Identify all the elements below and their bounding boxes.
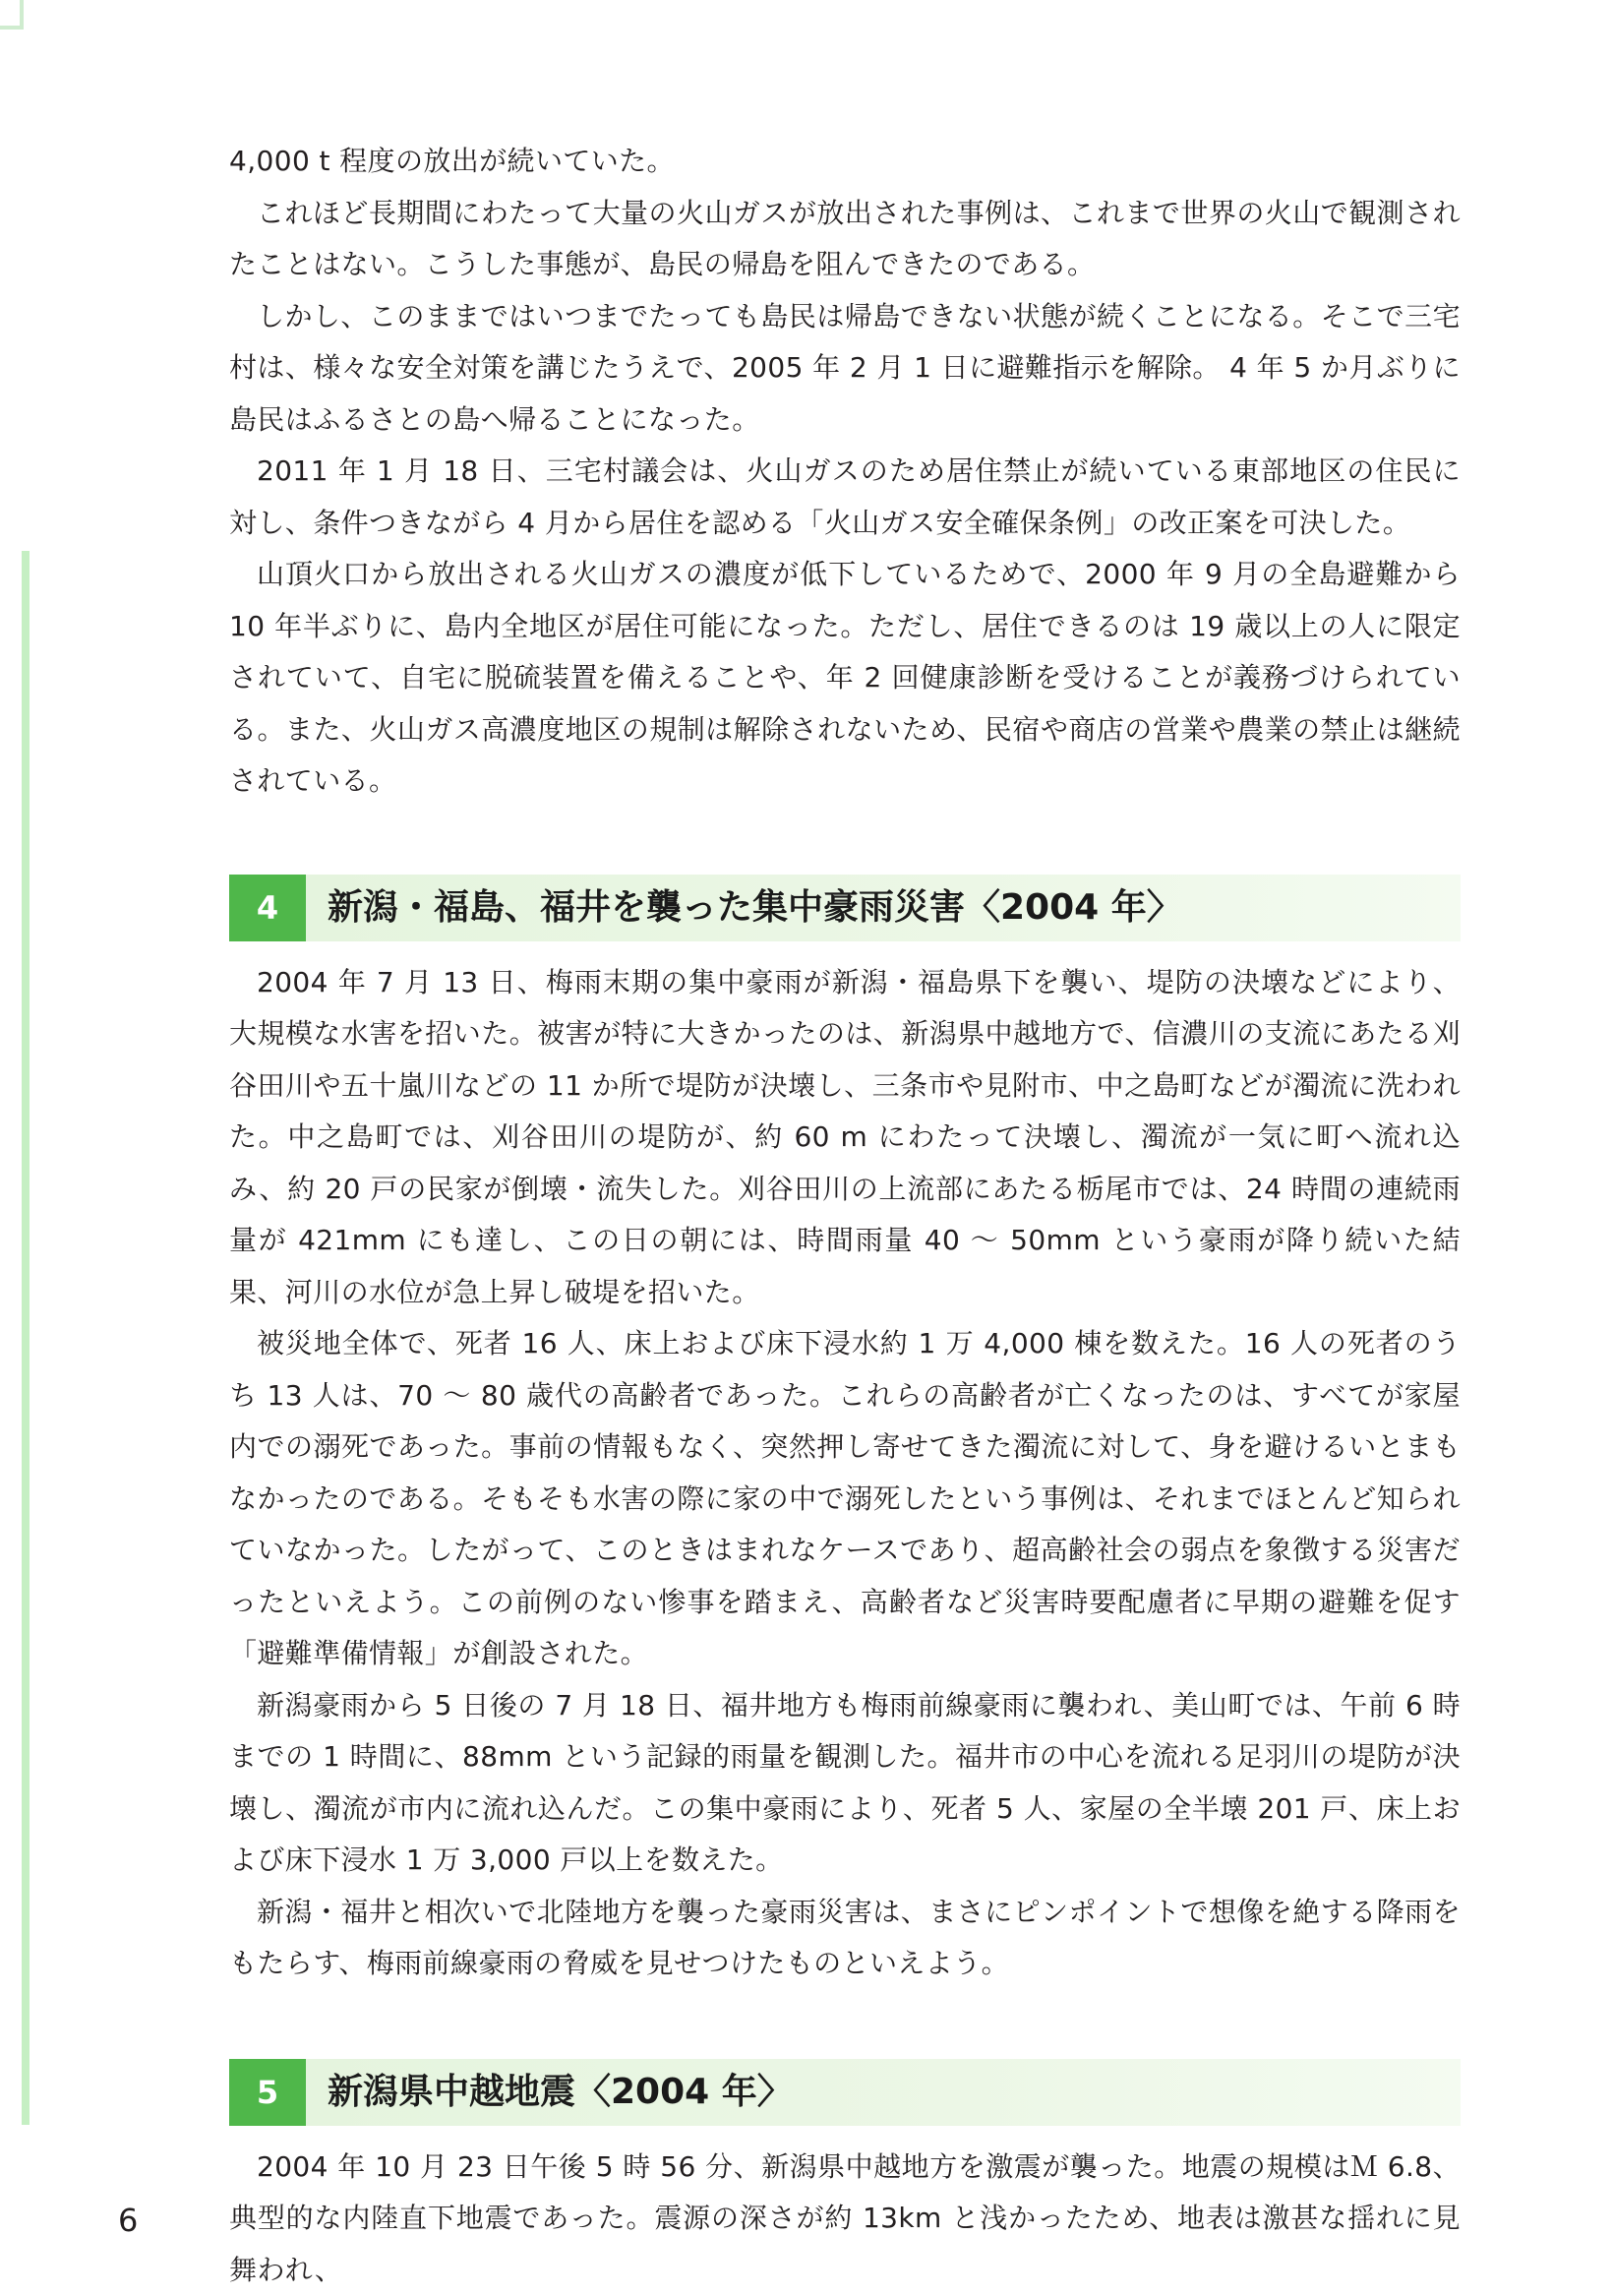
section-4-paragraph-4: 新潟・福井と相次いで北陸地方を襲った豪雨災害は、まさにピンポイントで想像を絶する降雨をもたらす、梅雨前線豪雨の脅威を見せつけたものといえよう。 (229, 1887, 1461, 1990)
intro-paragraph-5: 山頂火口から放出される火山ガスの濃度が低下しているためで、2000 年 9 月の全島避難から 10 年半ぶりに、島内全地区が居住可能になった。ただし、居住できるのは 19 歳以上の人に限定されていて、自宅に脱硫装置を備えることや、年 2 回健康診断を受けることが義務づけられている。また、火山ガス高濃度地区の規制は解除されないため、民宿や商店の営業や農業の禁止は継続されている。 (229, 549, 1461, 808)
intro-paragraph-2: これほど長期間にわたって大量の火山ガスが放出された事例は、これまで世界の火山で観測されたことはない。こうした事態が、島民の帰島を阻んできたのである。 (229, 188, 1461, 291)
page-content (229, 136, 1461, 2296)
intro-paragraph-4: 2011 年 1 月 18 日、三宅村議会は、火山ガスのため居住禁止が続いている東部地区の住民に対し、条件つきながら 4 月から居住を認める「火山ガス安全確保条例」の改正案を可決した。 (229, 446, 1461, 549)
section-4-paragraph-3: 新潟豪雨から 5 日後の 7 月 18 日、福井地方も梅雨前線豪雨に襲われ、美山町では、午前 6 時までの 1 時間に、88mm という記録的雨量を観測した。福井市の中心を流れる足羽川の堤防が決壊し、濁流が市内に流れ込んだ。この集中豪雨により、死者 5 人、家屋の全半壊 201 戸、床上および床下浸水 1 万 3,000 戸以上を数えた。 (229, 1680, 1461, 1887)
section-5-paragraph-1: 2004 年 10 月 23 日午後 5 時 56 分、新潟県中越地方を激震が襲った。地震の規模はＭ 6.8、典型的な内陸直下地震であった。震源の深さが約 13km と浅かったため、地表は激甚な揺れに見舞われ、 (229, 2142, 1461, 2296)
section-4-heading (229, 875, 1461, 941)
intro-paragraph-1: 4,000 t 程度の放出が続いていた。 (229, 136, 1461, 188)
section-number: 5 (229, 2059, 306, 2126)
section-title: 新潟・福島、福井を襲った集中豪雨災害〈2004 年〉 (328, 875, 1182, 941)
section-title: 新潟県中越地震〈2004 年〉 (328, 2059, 793, 2126)
section-5-heading (229, 2059, 1461, 2126)
corner-mark (0, 0, 24, 30)
section-number: 4 (229, 875, 306, 941)
page-number: 6 (118, 2202, 138, 2239)
margin-bar (22, 551, 30, 2125)
section-4-paragraph-2: 被災地全体で、死者 16 人、床上および床下浸水約 1 万 4,000 棟を数えた。16 人の死者のうち 13 人は、70 ～ 80 歳代の高齢者であった。これらの高齢者が亡くなったのは、すべてが家屋内での溺死であった。事前の情報もなく、突然押し寄せてきた濁流に対して、身を避けるいとまもなかったのである。そもそも水害の際に家の中で溺死したという事例は、それまでほとんど知られていなかった。したがって、このときはまれなケースであり、超高齢社会の弱点を象徴する災害だったといえよう。この前例のない惨事を踏まえ、高齢者など災害時要配慮者に早期の避難を促す「避難準備情報」が創設された。 (229, 1318, 1461, 1680)
intro-paragraph-3: しかし、このままではいつまでたっても島民は帰島できない状態が続くことになる。そこで三宅村は、様々な安全対策を講じたうえで、2005 年 2 月 1 日に避難指示を解除。 4 年 5 か月ぶりに島民はふるさとの島へ帰ることになった。 (229, 291, 1461, 447)
section-4-paragraph-1: 2004 年 7 月 13 日、梅雨末期の集中豪雨が新潟・福島県下を襲い、堤防の決壊などにより、大規模な水害を招いた。被害が特に大きかったのは、新潟県中越地方で、信濃川の支流にあたる刈谷田川や五十嵐川などの 11 か所で堤防が決壊し、三条市や見附市、中之島町などが濁流に洗われた。中之島町では、刈谷田川の堤防が、約 60 m にわたって決壊し、濁流が一気に町へ流れ込み、約 20 戸の民家が倒壊・流失した。刈谷田川の上流部にあたる栃尾市では、24 時間の連続雨量が 421mm にも達し、この日の朝には、時間雨量 40 ～ 50mm という豪雨が降り続いた結果、河川の水位が急上昇し破堤を招いた。 (229, 957, 1461, 1319)
